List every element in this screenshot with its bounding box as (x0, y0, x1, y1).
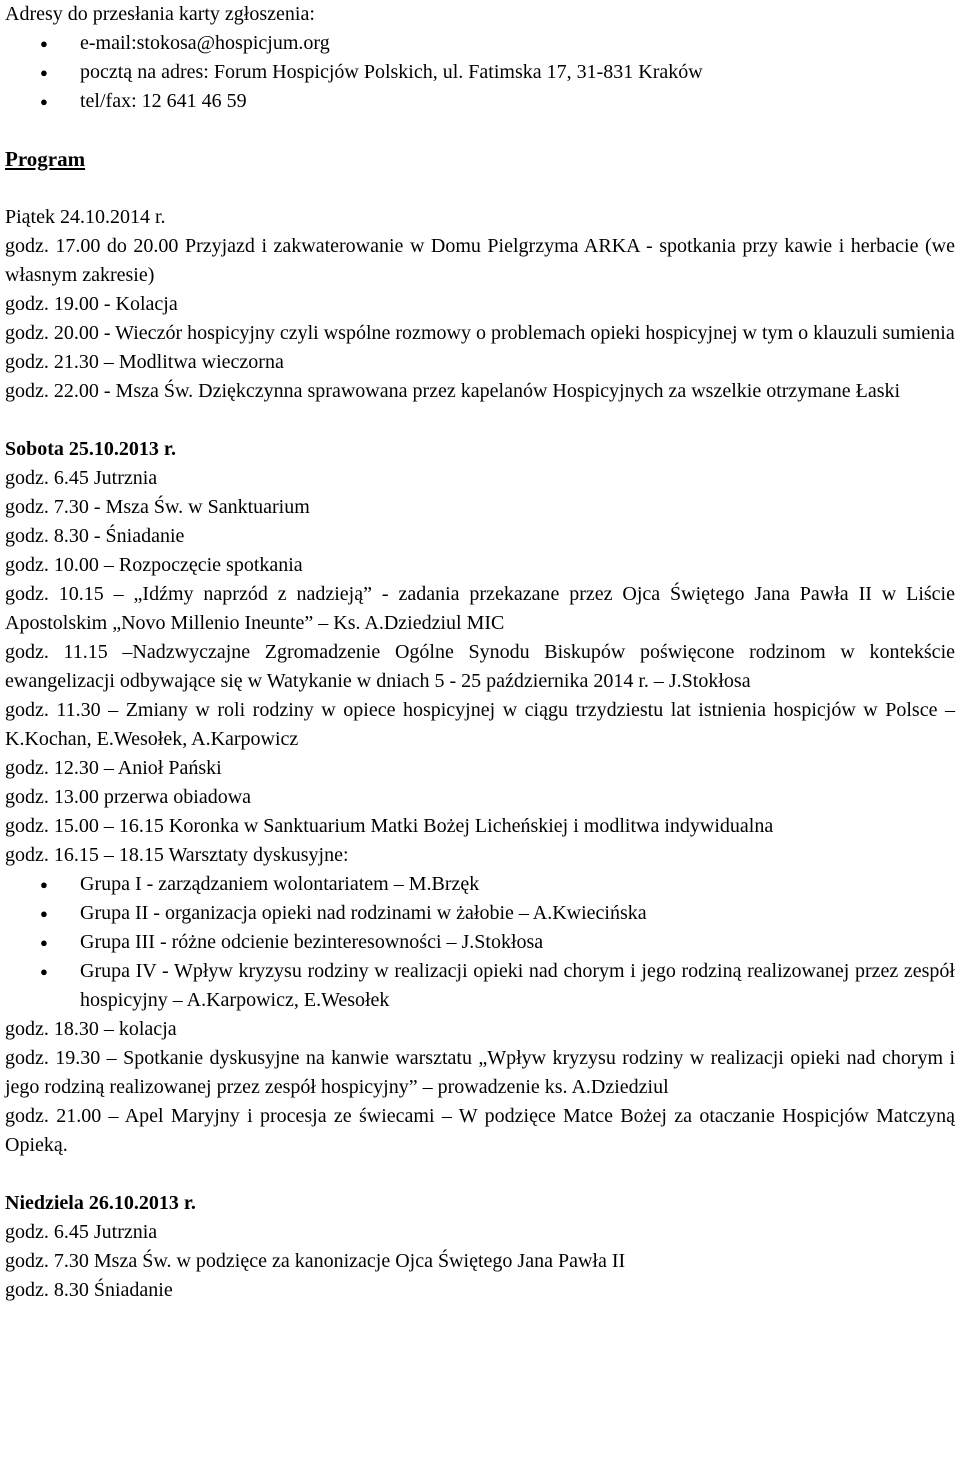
sunday-entry: godz. 7.30 Msza Św. w podzięce za kanonizacje Ojca Świętego Jana Pawła II (5, 1250, 626, 1272)
spacer (5, 1160, 955, 1189)
saturday-entry: godz. 16.15 – 18.15 Warsztaty dyskusyjne: (5, 844, 349, 866)
spacer (5, 116, 955, 145)
saturday-entry: godz. 10.00 – Rozpoczęcie spotkania (5, 554, 303, 576)
sunday-title: Niedziela 26.10.2013 r. (5, 1192, 196, 1214)
spacer (5, 174, 955, 203)
saturday-entry: godz. 10.15 – „Idźmy naprzód z nadzieją” - zadania przekazane przez Ojca Świętego Jana Pawła II w Liście Apostolskim „Novo Millenio Ineunte” – Ks. A.Dziedziul MIC (5, 583, 955, 634)
workshop-item: ● Grupa III - różne odcienie bezinteresowności – J.Stokłosa (5, 928, 955, 957)
address-item-email: ● e-mail:stokosa@hospicjum.org (5, 29, 955, 58)
saturday-entry: godz. 12.30 – Anioł Pański (5, 757, 222, 779)
saturday-entry: godz. 7.30 - Msza Św. w Sanktuarium (5, 496, 310, 518)
workshop-item: ● Grupa IV - Wpływ kryzysu rodziny w realizacji opieki nad chorym i jego rodziną realizowanej przez zespół hospicyjny – A.Karpowicz, E.Wesołek (5, 957, 955, 1015)
sunday-entry: godz. 6.45 Jutrznia (5, 1221, 158, 1243)
friday-entry: godz. 17.00 do 20.00 Przyjazd i zakwaterowanie w Domu Pielgrzyma ARKA - spotkania przy kawie i herbacie (we własnym zakresie) (5, 235, 955, 286)
document-page (5, 0, 955, 1305)
address-item-post: ● pocztą na adres: Forum Hospicjów Polskich, ul. Fatimska 17, 31-831 Kraków (5, 58, 955, 87)
saturday-entry: godz. 15.00 – 16.15 Koronka w Sanktuarium Matki Bożej Licheńskiej i modlitwa indywidualna (5, 815, 774, 837)
address-item-phone: ● tel/fax: 12 641 46 59 (5, 87, 955, 116)
friday-entry: godz. 19.00 - Kolacja (5, 293, 178, 315)
friday-entry: godz. 22.00 - Msza Św. Dziękczynna sprawowana przez kapelanów Hospicyjnych za wszelkie otrzymane Łaski (5, 380, 901, 402)
addresses-title: Adresy do przesłania karty zgłoszenia: (5, 3, 315, 25)
spacer (5, 406, 955, 435)
workshop-item: ● Grupa II - organizacja opieki nad rodzinami w żałobie – A.Kwiecińska (5, 899, 955, 928)
saturday-entry: godz. 11.30 – Zmiany w roli rodziny w opiece hospicyjnej w ciągu trzydziestu lat istnienia hospicjów w Polsce – K.Kochan, E.Wesołek, A.Karpowicz (5, 699, 955, 750)
friday-entry: godz. 20.00 - Wieczór hospicyjny czyli wspólne rozmowy o problemach opieki hospicyjnej w tym o klauzuli sumienia (5, 322, 955, 344)
saturday-title: Sobota 25.10.2013 r. (5, 438, 176, 460)
saturday-entry: godz. 19.30 – Spotkanie dyskusyjne na kanwie warsztatu „Wpływ kryzysu rodziny w realizacji opieki nad chorym i jego rodziną realizowanej przez zespół hospicyjny” – prowadzenie ks. A.Dziedziul (5, 1047, 955, 1098)
saturday-entry: godz. 6.45 Jutrznia (5, 467, 158, 489)
program-title: Program (5, 147, 86, 171)
saturday-entry: godz. 8.30 - Śniadanie (5, 525, 185, 547)
saturday-entry: godz. 18.30 – kolacja (5, 1018, 177, 1040)
sunday-entry: godz. 8.30 Śniadanie (5, 1279, 173, 1301)
saturday-entry: godz. 11.15 –Nadzwyczajne Zgromadzenie Ogólne Synodu Biskupów poświęcone rodzinom w kontekście ewangelizacji odbywające się w Watykanie w dniach 5 - 25 października 2014 r. – J.Stokłosa (5, 641, 955, 692)
friday-title: Piątek 24.10.2014 r. (5, 206, 166, 228)
friday-entry: godz. 21.30 – Modlitwa wieczorna (5, 351, 284, 373)
workshop-item: ● Grupa I - zarządzaniem wolontariatem – M.Brzęk (5, 870, 955, 899)
saturday-entry: godz. 21.00 – Apel Maryjny i procesja ze świecami – W podzięce Matce Bożej za otaczanie Hospicjów Matczyną Opieką. (5, 1105, 955, 1156)
saturday-entry: godz. 13.00 przerwa obiadowa (5, 786, 252, 808)
